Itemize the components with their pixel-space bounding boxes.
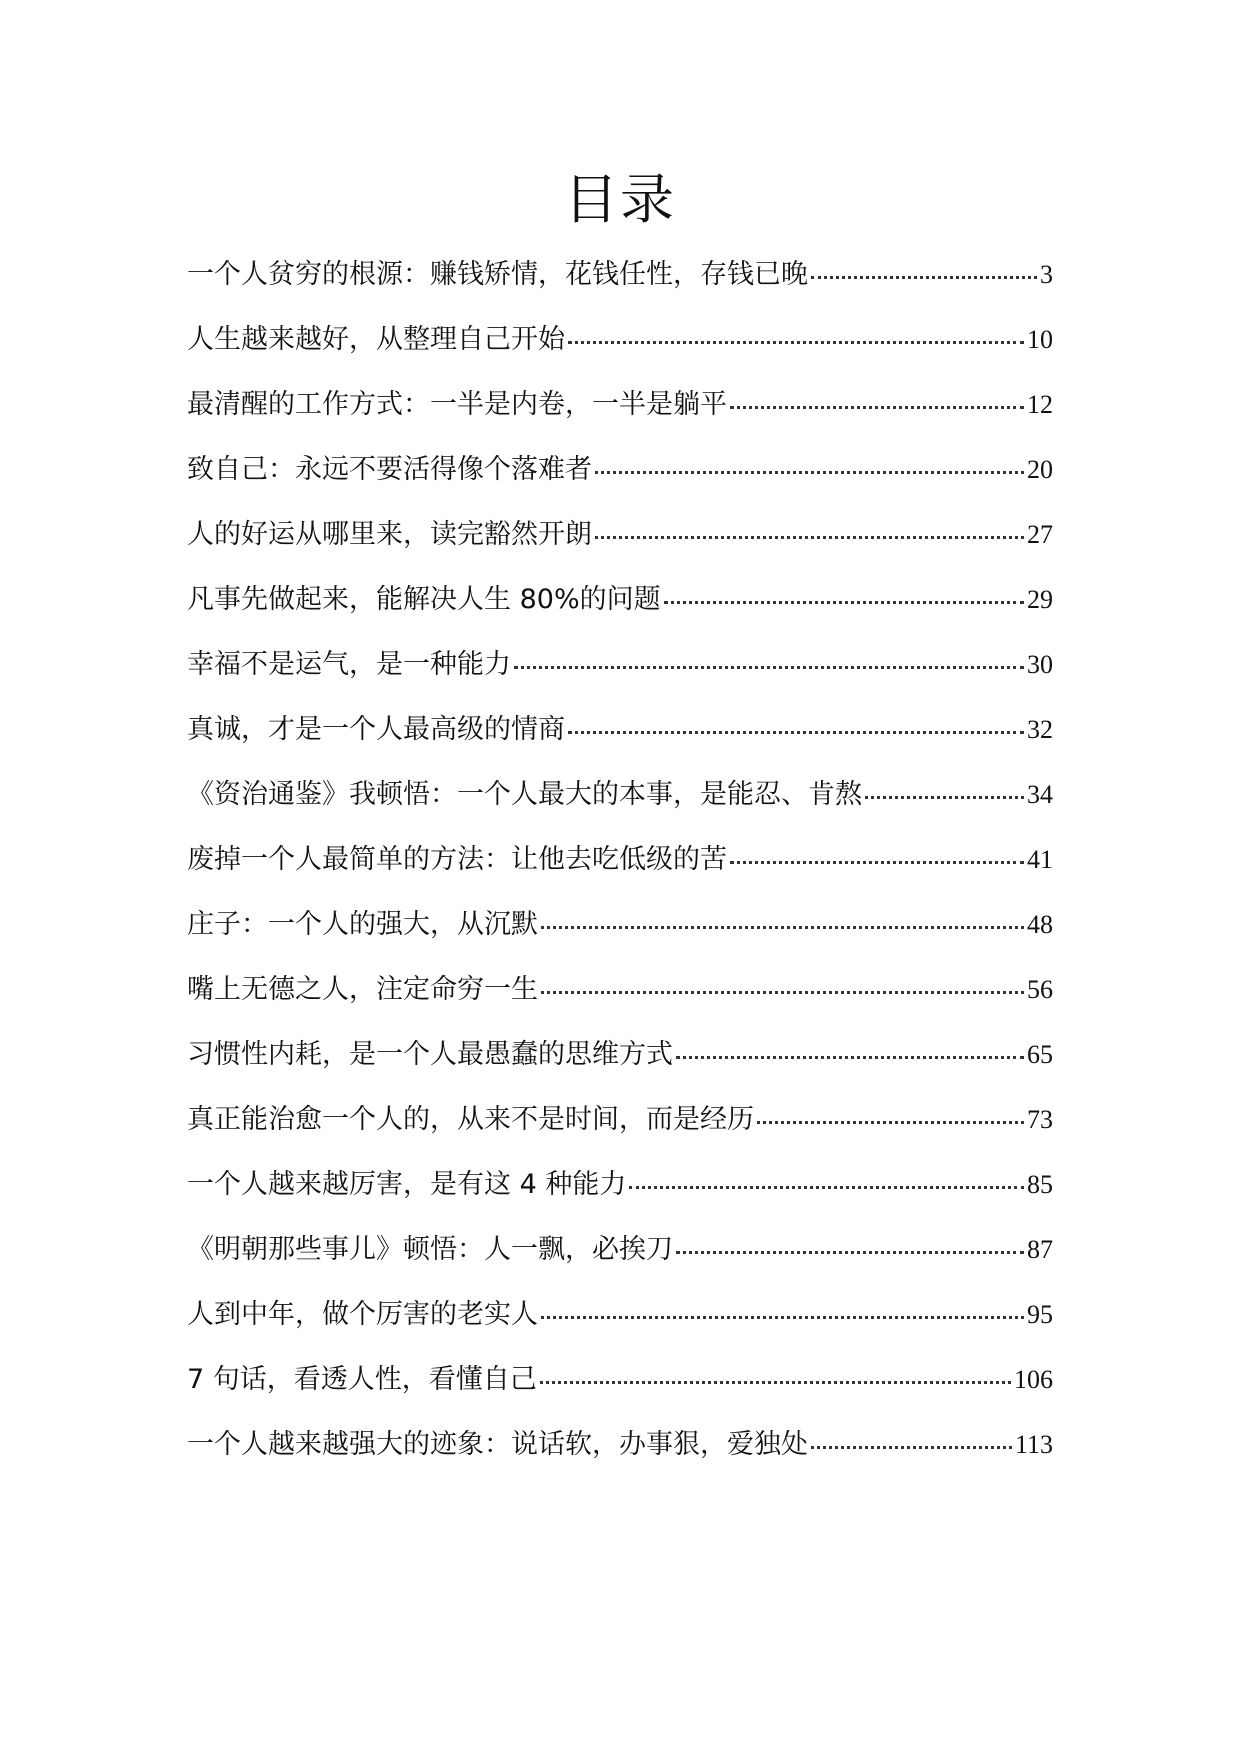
toc-entry-title: 人的好运从哪里来，读完豁然开朗: [187, 519, 592, 550]
toc-entry[interactable]: [187, 1422, 1053, 1487]
toc-entry-title: 真诚，才是一个人最高级的情商: [187, 714, 565, 745]
page-title: 目录: [564, 168, 676, 231]
toc-page-number: 3: [1040, 260, 1053, 289]
toc-entry[interactable]: [187, 1162, 1053, 1227]
toc-entry-title: 凡事先做起来，能解决人生 80%的问题: [187, 584, 661, 615]
toc-page-number: 30: [1027, 650, 1053, 679]
toc-dot-leader: [676, 1251, 1024, 1254]
toc-entry-title: 7 句话，看透人性，看懂自己: [187, 1364, 537, 1395]
toc-entry-title: 一个人越来越厉害，是有这 4 种能力: [187, 1169, 627, 1200]
toc-page-number: 34: [1027, 780, 1053, 809]
toc-page-number: 87: [1027, 1235, 1053, 1264]
toc-dot-leader: [730, 861, 1024, 864]
toc-entry-title: 《资治通鉴》我顿悟：一个人最大的本事，是能忍、肯熬: [187, 779, 862, 810]
toc-dot-leader: [664, 601, 1024, 604]
toc-entry-title: 《明朝那些事儿》顿悟：人一飘，必挨刀: [187, 1234, 673, 1265]
toc-entry[interactable]: [187, 642, 1053, 707]
toc-entry-title: 真正能治愈一个人的，从来不是时间，而是经历: [187, 1104, 754, 1135]
toc-page-number: 48: [1027, 910, 1053, 939]
toc-page-number: 106: [1014, 1365, 1053, 1394]
toc-entry-title: 幸福不是运气，是一种能力: [187, 649, 511, 680]
toc-entry[interactable]: [187, 512, 1053, 577]
toc-page-number: 12: [1027, 390, 1053, 419]
table-of-contents: [187, 252, 1053, 1487]
toc-entry[interactable]: [187, 1227, 1053, 1292]
toc-entry[interactable]: [187, 967, 1053, 1032]
toc-dot-leader: [676, 1056, 1024, 1059]
toc-page-number: 85: [1027, 1170, 1053, 1199]
toc-entry-title: 庄子：一个人的强大，从沉默: [187, 909, 538, 940]
toc-page-number: 73: [1027, 1105, 1053, 1134]
toc-entry[interactable]: [187, 317, 1053, 382]
toc-page-number: 29: [1027, 585, 1053, 614]
toc-dot-leader: [865, 796, 1024, 799]
toc-entry[interactable]: [187, 1357, 1053, 1422]
toc-entry-title: 废掉一个人最简单的方法：让他去吃低级的苦: [187, 844, 727, 875]
toc-entry-title: 习惯性内耗，是一个人最愚蠢的思维方式: [187, 1039, 673, 1070]
toc-entry-title: 一个人贫穷的根源：赚钱矫情，花钱任性，存钱已晚: [187, 259, 808, 290]
toc-entry[interactable]: [187, 1097, 1053, 1162]
toc-page-number: 56: [1027, 975, 1053, 1004]
toc-page-number: 32: [1027, 715, 1053, 744]
toc-entry-title: 人到中年，做个厉害的老实人: [187, 1299, 538, 1330]
toc-entry[interactable]: [187, 382, 1053, 447]
toc-entry[interactable]: [187, 837, 1053, 902]
toc-dot-leader: [811, 1446, 1012, 1449]
toc-entry[interactable]: [187, 252, 1053, 317]
toc-entry[interactable]: [187, 902, 1053, 967]
toc-page-number: 65: [1027, 1040, 1053, 1069]
toc-dot-leader: [568, 731, 1024, 734]
toc-dot-leader: [595, 471, 1024, 474]
toc-dot-leader: [595, 536, 1024, 539]
toc-dot-leader: [540, 1381, 1011, 1384]
toc-entry-title: 一个人越来越强大的迹象：说话软，办事狠，爱独处: [187, 1429, 808, 1460]
toc-entry-title: 人生越来越好，从整理自己开始: [187, 324, 565, 355]
toc-page-number: 113: [1014, 1430, 1053, 1459]
toc-page-number: 20: [1027, 455, 1053, 484]
toc-entry[interactable]: [187, 1292, 1053, 1357]
toc-page-number: 95: [1027, 1300, 1053, 1329]
toc-entry[interactable]: [187, 447, 1053, 512]
toc-entry-title: 嘴上无德之人，注定命穷一生: [187, 974, 538, 1005]
toc-dot-leader: [757, 1121, 1024, 1124]
toc-entry-title: 致自己：永远不要活得像个落难者: [187, 454, 592, 485]
toc-dot-leader: [730, 406, 1024, 409]
toc-dot-leader: [541, 926, 1024, 929]
toc-page-number: 27: [1027, 520, 1053, 549]
toc-dot-leader: [514, 666, 1024, 669]
toc-entry[interactable]: [187, 577, 1053, 642]
toc-entry-title: 最清醒的工作方式：一半是内卷，一半是躺平: [187, 389, 727, 420]
toc-entry[interactable]: [187, 1032, 1053, 1097]
toc-dot-leader: [541, 1316, 1024, 1319]
toc-entry[interactable]: [187, 707, 1053, 772]
toc-page-number: 41: [1027, 845, 1053, 874]
toc-entry[interactable]: [187, 772, 1053, 837]
toc-dot-leader: [629, 1186, 1024, 1189]
toc-dot-leader: [811, 276, 1037, 279]
toc-dot-leader: [541, 991, 1024, 994]
toc-page-number: 10: [1027, 325, 1053, 354]
toc-dot-leader: [568, 341, 1024, 344]
